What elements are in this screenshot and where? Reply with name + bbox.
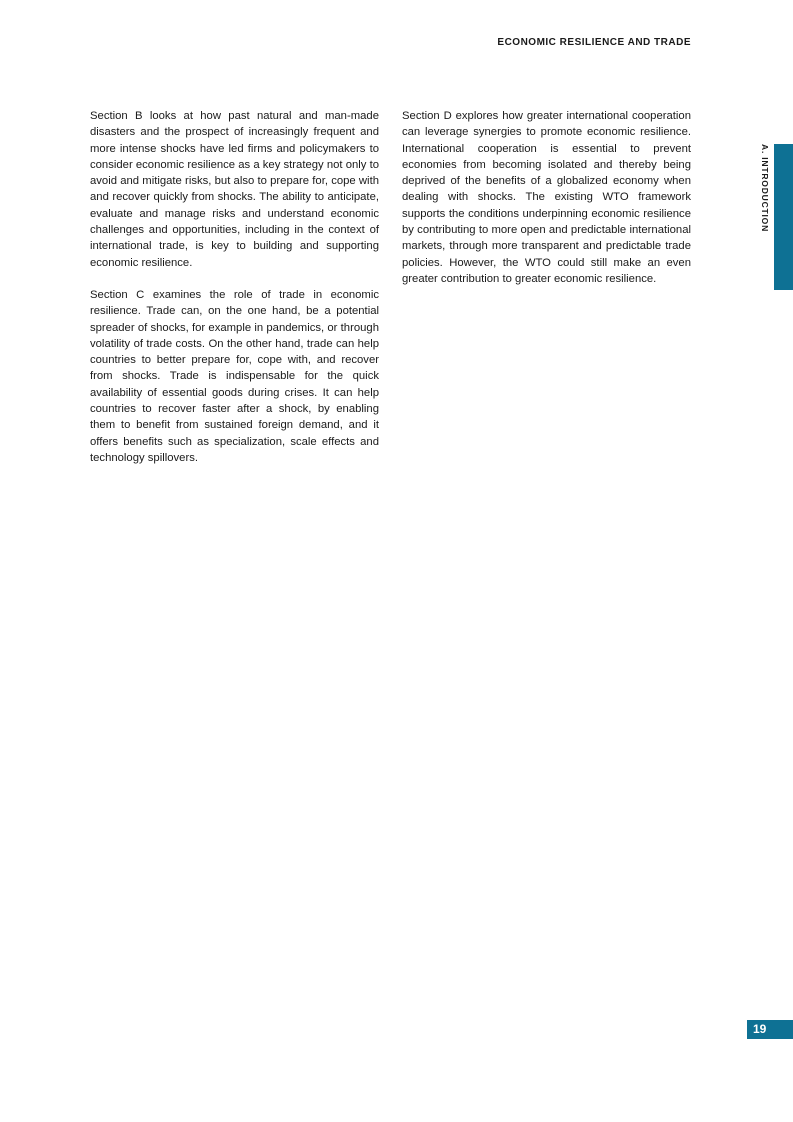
running-header: ECONOMIC RESILIENCE AND TRADE (497, 37, 691, 48)
paragraph-section-b: Section B looks at how past natural and man-made disasters and the prospect of increasingly frequent and more intense shocks have led firms and policymakers to consider economic resilience as a key strategy not only to avoid and mitigate risks, but also to prepare for, cope with and recover quickly from shocks. The ability to anticipate, evaluate and manage risks and understand economic challenges and opportunities, including in the context of international trade, is key to building and supporting economic resilience. (90, 110, 379, 269)
page-number: 19 (747, 1020, 793, 1039)
right-column (402, 108, 691, 303)
left-column (90, 108, 379, 482)
paragraph-section-c: Section C examines the role of trade in economic resilience. Trade can, on the one hand, be a potential spreader of shocks, for example in pandemics, or through volatility of trade costs. On the other hand, trade can help countries to better prepare for, cope with, and recover from shocks. Trade is indispensable for the quick availability of essential goods during crises. It can help countries to recover faster after a shock, by enabling them to benefit from sustained foreign demand, and it offers benefits such as specialization, scale effects and technology spillovers. (90, 288, 379, 464)
chapter-side-tab-bar (774, 144, 793, 290)
paragraph-section-d: Section D explores how greater international cooperation can leverage synergies to promote economic resilience. International cooperation is essential to prevent economies from becoming isolated and thereby being deprived of the benefits of a globalized economy when dealing with shocks. The existing WTO framework supports the conditions underpinning economic resilience by contributing to more open and predictable international markets, through more transparent and predictable trade policies. However, the WTO could still make an even greater contribution to greater economic resilience. (402, 110, 691, 285)
chapter-side-tab (762, 144, 770, 290)
chapter-side-tab-label: A. INTRODUCTION (760, 144, 770, 233)
